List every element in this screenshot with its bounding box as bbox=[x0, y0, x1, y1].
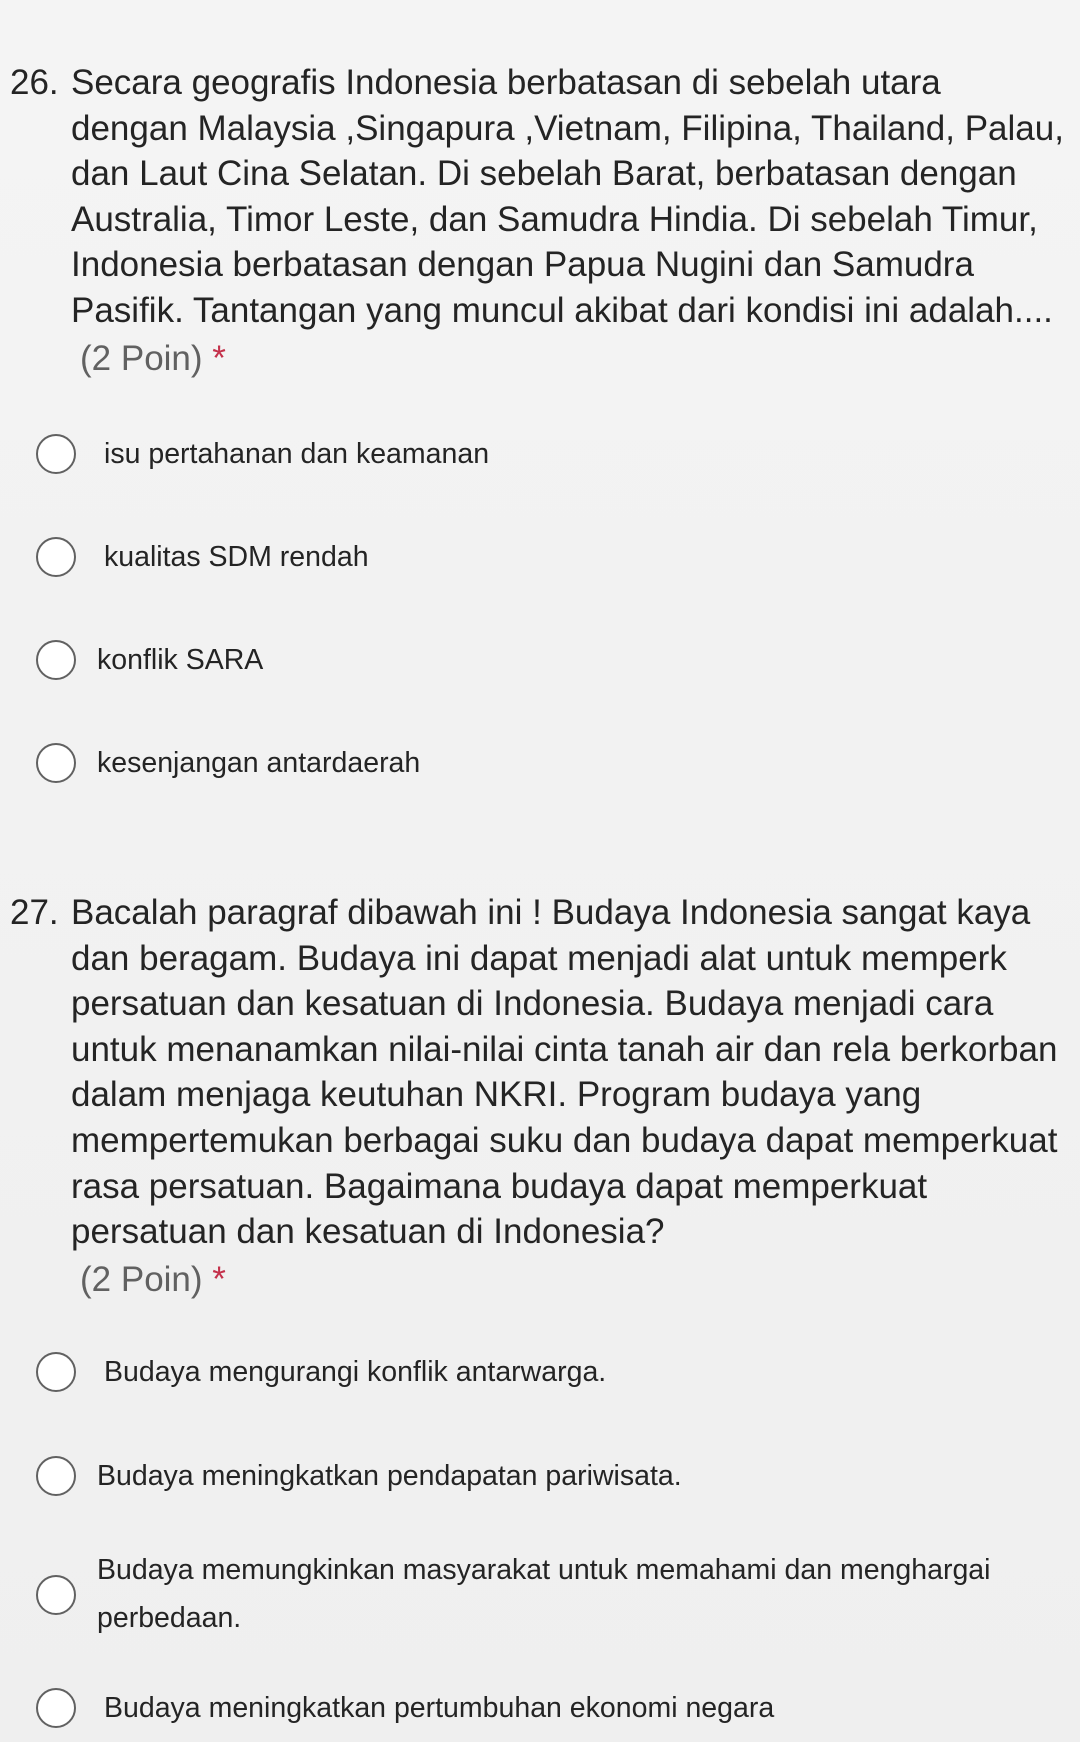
option-radio[interactable] bbox=[0, 727, 1080, 799]
option-radio[interactable] bbox=[0, 418, 1080, 490]
radio-circle-icon[interactable] bbox=[36, 1456, 76, 1496]
radio-circle-icon[interactable] bbox=[36, 640, 76, 680]
radio-circle-icon[interactable] bbox=[36, 1575, 76, 1615]
question-points bbox=[80, 1257, 226, 1303]
radio-circle-icon[interactable] bbox=[36, 537, 76, 577]
option-label: konflik SARA bbox=[97, 644, 264, 676]
option-label: kesenjangan antardaerah bbox=[97, 747, 421, 779]
option-radio[interactable] bbox=[0, 1440, 1080, 1512]
option-label: Budaya meningkatkan pendapatan pariwisata. bbox=[97, 1460, 682, 1492]
question-points bbox=[80, 336, 226, 382]
option-label: Budaya memungkinkan masyarakat untuk memahami dan menghargai perbedaan. bbox=[97, 1554, 991, 1634]
radio-circle-icon[interactable] bbox=[36, 743, 76, 783]
radio-circle-icon[interactable] bbox=[36, 1688, 76, 1728]
radio-circle-icon[interactable] bbox=[36, 434, 76, 474]
option-label: kualitas SDM rendah bbox=[104, 541, 369, 573]
question-number: 27. bbox=[10, 893, 59, 932]
option-radio[interactable] bbox=[0, 1336, 1080, 1408]
question-number: 26. bbox=[10, 63, 59, 102]
points-label: (2 Poin) bbox=[80, 1260, 203, 1299]
question-text: Secara geografis Indonesia berbatasan di sebelah utara dengan Malaysia ,Singapura ,Vietnam, Filipina, Thailand, Palau, dan Laut Cina Selatan. Di sebelah Barat, berbatasan dengan Australia, Timor Leste, dan Samudra Hindia. Di sebelah Timur, Indonesia berbatasan dengan Papua Nugini dan Samudra Pasifik. Tantangan yang muncul akibat dari kondisi ini adalah.... bbox=[71, 63, 1064, 330]
option-radio[interactable] bbox=[0, 624, 1080, 696]
option-label: isu pertahanan dan keamanan bbox=[104, 438, 490, 470]
option-label: Budaya meningkatkan pertumbuhan ekonomi negara bbox=[104, 1692, 775, 1724]
question-text: Bacalah paragraf dibawah ini ! Budaya Indonesia sangat kaya dan beragam. Budaya ini dapat menjadi alat untuk memperk persatuan dan kesatuan di Indonesia. Budaya menjadi cara untuk menanamkan nilai-nilai cinta tanah air dan rela berkorban dalam menjaga keutuhan NKRI. Program budaya yang mempertemukan berbagai suku dan budaya dapat memperkuat rasa persatuan. Bagaimana budaya dapat memperkuat persatuan dan kesatuan di Indonesia? bbox=[71, 893, 1058, 1252]
points-label: (2 Poin) bbox=[80, 339, 203, 378]
required-marker: * bbox=[212, 1260, 226, 1299]
option-radio[interactable] bbox=[0, 1546, 1080, 1646]
required-marker: * bbox=[212, 339, 226, 378]
option-label: Budaya mengurangi konflik antarwarga. bbox=[104, 1356, 607, 1388]
option-radio[interactable] bbox=[0, 521, 1080, 593]
option-radio[interactable] bbox=[0, 1672, 1080, 1742]
radio-circle-icon[interactable] bbox=[36, 1352, 76, 1392]
